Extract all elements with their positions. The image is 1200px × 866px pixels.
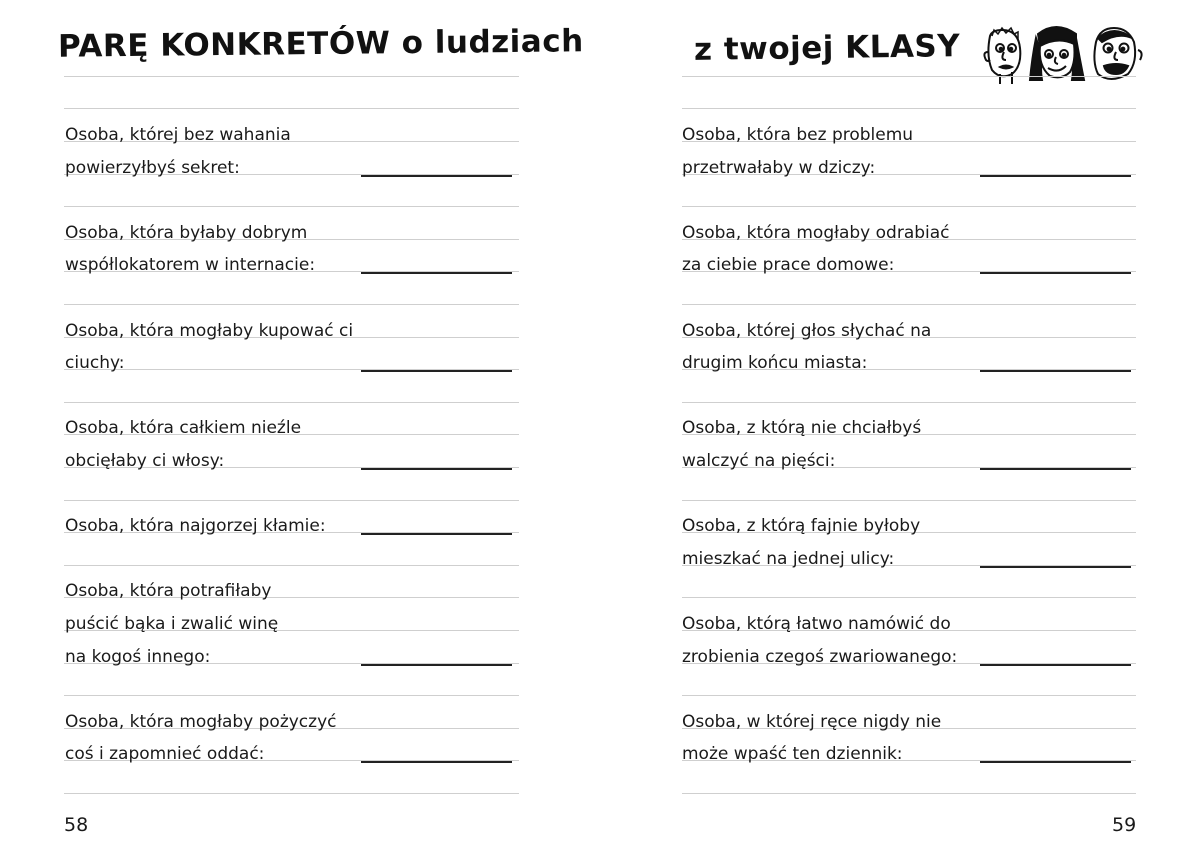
prompt-text: za ciebie prace domowe: xyxy=(682,255,895,275)
prompt-text: coś i zapomnieć oddać: xyxy=(65,744,265,764)
answer-blank[interactable] xyxy=(361,468,512,470)
ruled-line xyxy=(682,793,1136,794)
prompt-text: Osoba, której głos słychać na xyxy=(682,321,932,341)
right-page xyxy=(600,0,1200,866)
answer-blank[interactable] xyxy=(361,370,512,372)
ruled-line xyxy=(682,597,1136,598)
prompt-text: Osoba, która całkiem nieźle xyxy=(65,418,302,438)
prompt-text: Osoba, która mogłaby kupować ci xyxy=(65,321,354,341)
answer-blank[interactable] xyxy=(361,175,512,177)
answer-blank[interactable] xyxy=(361,533,512,535)
ruled-line xyxy=(64,76,519,77)
prompt-text: ciuchy: xyxy=(65,353,125,373)
ruled-line xyxy=(64,565,519,566)
answer-blank[interactable] xyxy=(980,272,1131,274)
prompt-text: Osoba, która bez problemu xyxy=(682,125,914,145)
prompt-text: Osoba, z którą fajnie byłoby xyxy=(682,516,921,536)
prompt-text: drugim końcu miasta: xyxy=(682,353,868,373)
prompt-text: obcięłaby ci włosy: xyxy=(65,451,225,471)
prompt-text: Osoba, która mogłaby pożyczyć xyxy=(65,712,337,732)
prompt-text: współlokatorem w internacie: xyxy=(65,255,316,275)
prompt-text: Osoba, w której ręce nigdy nie xyxy=(682,712,942,732)
prompt-text: przetrwałaby w dziczy: xyxy=(682,158,876,178)
prompt-text: może wpaść ten dziennik: xyxy=(682,744,903,764)
answer-blank[interactable] xyxy=(980,468,1131,470)
prompt-text: Osoba, której bez wahania xyxy=(65,125,291,145)
prompt-text: zrobienia czegoś zwariowanego: xyxy=(682,647,958,667)
ruled-line xyxy=(64,206,519,207)
ruled-line xyxy=(682,402,1136,403)
page-number: 58 xyxy=(64,814,89,836)
ruled-line xyxy=(682,76,1136,77)
prompt-text: Osoba, która byłaby dobrym xyxy=(65,223,308,243)
ruled-line xyxy=(64,304,519,305)
ruled-line xyxy=(64,108,519,109)
prompt-text: Osoba, która potrafiłaby xyxy=(65,581,272,601)
ruled-line xyxy=(64,500,519,501)
ruled-line xyxy=(682,108,1136,109)
prompt-text: Osoba, z którą nie chciałbyś xyxy=(682,418,922,438)
prompt-text: Osoba, która najgorzej kłamie: xyxy=(65,516,326,536)
answer-blank[interactable] xyxy=(980,566,1131,568)
page-number: 59 xyxy=(1112,814,1137,836)
ruled-line xyxy=(682,304,1136,305)
ruled-line xyxy=(64,402,519,403)
girl-face-icon xyxy=(1030,27,1084,80)
answer-blank[interactable] xyxy=(980,175,1131,177)
right-page-title: z twojej KLASY xyxy=(693,28,961,68)
answer-blank[interactable] xyxy=(361,761,512,763)
ruled-line xyxy=(682,206,1136,207)
answer-blank[interactable] xyxy=(361,272,512,274)
worried-boy-face-icon xyxy=(1094,28,1141,79)
left-page-title: PARĘ KONKRETÓW o ludziach xyxy=(57,23,584,65)
answer-blank[interactable] xyxy=(361,664,512,666)
prompt-text: mieszkać na jednej ulicy: xyxy=(682,549,895,569)
prompt-text: na kogoś innego: xyxy=(65,647,211,667)
answer-blank[interactable] xyxy=(980,664,1131,666)
ruled-line xyxy=(682,500,1136,501)
prompt-text: Osoba, którą łatwo namówić do xyxy=(682,614,951,634)
prompt-text: puścić bąka i zwalić winę xyxy=(65,614,279,634)
ruled-line xyxy=(682,695,1136,696)
answer-blank[interactable] xyxy=(980,761,1131,763)
ruled-line xyxy=(64,793,519,794)
ruled-line xyxy=(64,695,519,696)
prompt-text: walczyć na pięści: xyxy=(682,451,836,471)
prompt-text: powierzyłbyś sekret: xyxy=(65,158,240,178)
prompt-text: Osoba, która mogłaby odrabiać xyxy=(682,223,950,243)
answer-blank[interactable] xyxy=(980,370,1131,372)
